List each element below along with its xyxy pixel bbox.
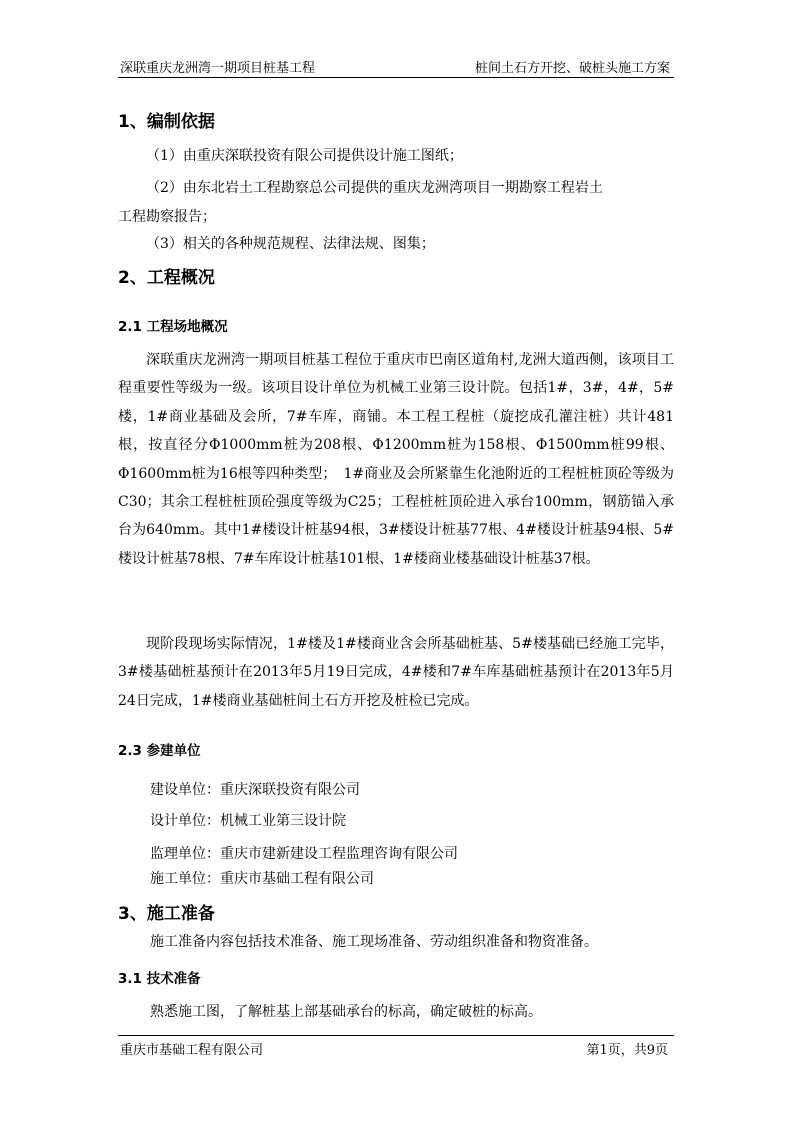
technical-prep-paragraph: 熟悉施工图，了解桩基上部基础承台的标高，确定破桩的标高。 — [150, 1004, 542, 1020]
section-1-title: 1、编制依据 — [118, 112, 215, 132]
basis-item-2: （2）由东北岩土工程勘察总公司提供的重庆龙洲湾项目一期勘察工程岩土 — [146, 180, 603, 196]
section-2-1-title: 2.1 工程场地概况 — [118, 319, 228, 335]
preparation-paragraph: 施工准备内容包括技术准备、施工现场准备、劳动组织准备和物资准备。 — [150, 934, 598, 950]
header-document-title: 桩间土石方开挖、破桩头施工方案 — [474, 61, 670, 76]
section-3-title: 3、施工准备 — [118, 904, 215, 924]
site-status-paragraph: 现阶段现场实际情况，1#楼及1#楼商业含会所基础桩基、5#楼基础已经施工完毕，3#楼基础桩基预计在2013年5月19日完成，4#楼和7#车库基础桩基预计在2013年5月24日完成，1#楼商业基础桩间土石方开挖及桩检已完成。 — [118, 636, 674, 709]
unit-supervisor: 监理单位：重庆市建新建设工程监理咨询有限公司 — [150, 846, 458, 862]
basis-item-3: （3）相关的各种规范规程、法律法规、图集； — [146, 236, 435, 252]
unit-designer: 设计单位：机械工业第三设计院 — [150, 813, 346, 829]
header-project-name: 深联重庆龙洲湾一期项目桩基工程 — [120, 61, 316, 76]
site-overview-paragraph: 深联重庆龙洲湾一期项目桩基工程位于重庆市巴南区道角村,龙洲大道西侧，该项目工程重要性等级为一级。该项目设计单位为机械工业第三设计院。包括1#，3#，4#，5#楼，1#商业基础及会所，7#车库，商铺。本工程工程桩（旋挖成孔灌注桩）共计481根，按直径分Φ1000mm桩为208根、Φ1200mm桩为158根、Φ1500mm桩99根、Φ1600mm桩为16根等四种类型； 1#商业及会所紧靠生化池附近的工程桩桩顶砼等级为C30；其余工程桩桩顶砼强度等级为C25；工程桩桩顶砼进入承台100mm，钢筋锚入承台为640mm。其中1#楼设计桩基94根，3#楼设计桩基77根、4#楼设计桩基94根、5#楼设计桩基78根、7#车库设计桩基101根、1#楼商业楼基础设计桩基37根。 — [118, 352, 674, 567]
basis-item-2-cont: 工程勘察报告； — [118, 209, 216, 225]
section-2-3-title: 2.3 参建单位 — [118, 743, 201, 759]
unit-owner: 建设单位：重庆深联投资有限公司 — [150, 782, 360, 798]
section-2-title: 2、工程概况 — [118, 268, 215, 288]
section-3-1-title: 3.1 技术准备 — [118, 971, 201, 987]
basis-item-1: （1）由重庆深联投资有限公司提供设计施工图纸； — [146, 148, 463, 164]
page-header — [118, 55, 674, 78]
footer-page-number: 第1页，共9页 — [586, 1043, 668, 1058]
page-footer — [118, 1035, 674, 1058]
unit-contractor: 施工单位：重庆市基础工程有限公司 — [150, 871, 374, 887]
footer-company: 重庆市基础工程有限公司 — [120, 1043, 264, 1058]
